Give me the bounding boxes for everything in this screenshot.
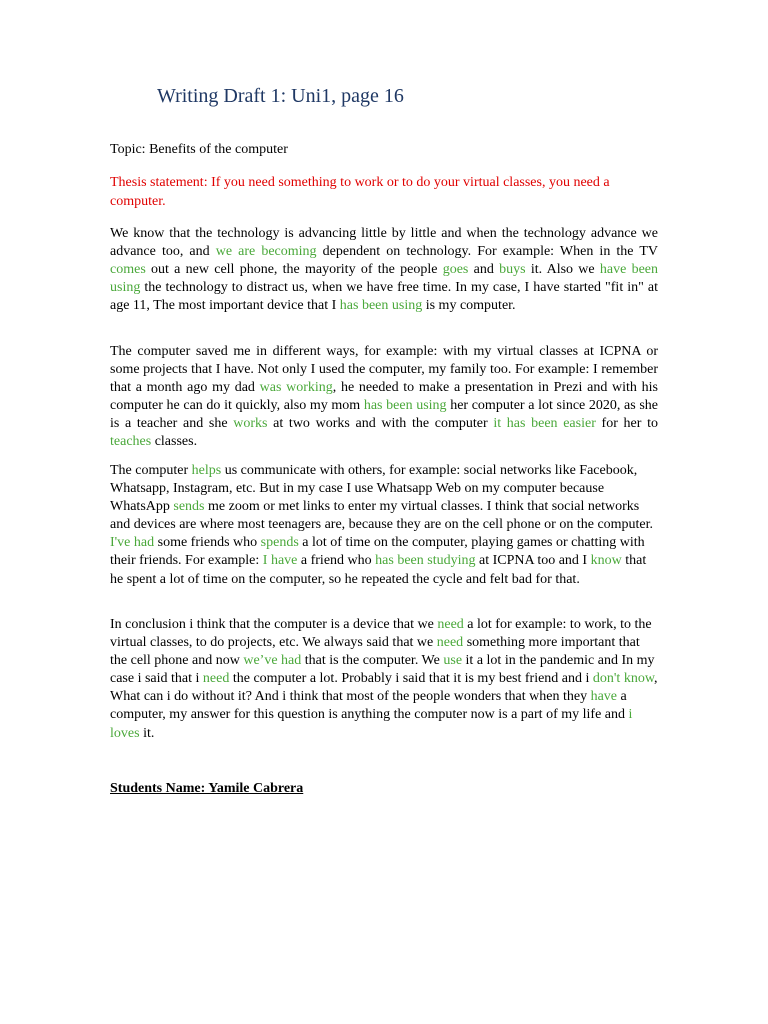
- paragraph-4: [110, 616, 658, 743]
- highlighted-verb: i loves: [110, 707, 633, 741]
- paragraph-text: the technology to distract us, when we have free time. In my case, I have started "fit in" at age 11, The most important device that I: [110, 280, 658, 314]
- highlighted-verb: need: [436, 635, 464, 651]
- highlighted-verb: need: [437, 617, 464, 632]
- highlighted-verb: I have: [262, 553, 298, 569]
- paragraph-text: classes.: [151, 434, 198, 450]
- paragraph-text: a computer, my answer for this question is anything the computer now is a part of my life and: [110, 689, 629, 723]
- paragraph-2: [110, 343, 658, 452]
- paragraph-text: it.: [139, 725, 155, 741]
- paragraph-text: it a lot in the pandemic and In my case i said that i: [110, 653, 655, 687]
- highlighted-verb: have been using: [110, 262, 659, 296]
- highlighted-verb: buys: [499, 262, 526, 278]
- highlighted-verb: goes: [442, 262, 469, 278]
- paragraph-text: something more important that the cell phone and now: [110, 635, 640, 669]
- paragraph-text: us communicate with others, for example: social networks like Facebook, Whatsapp, Instagram, etc. But in my case I use Whatsapp Web on my computer because WhatsApp: [110, 463, 638, 515]
- paragraph-text: The computer: [110, 463, 192, 478]
- highlighted-verb: use: [443, 653, 463, 669]
- paragraph-text: me zoom or met links to enter my virtual classes. I think that social networks and devices are where most teenagers are, because they are on the cell phone or on the computer.: [110, 499, 654, 533]
- highlighted-verb: don't know: [592, 671, 655, 687]
- paragraph-1: [110, 225, 658, 315]
- student-name: Students Name: Yamile Cabrera: [110, 781, 304, 796]
- paragraph-text: the computer a lot. Probably i said that it is my best friend and i: [229, 671, 593, 687]
- paragraph-text: dependent on technology. For example: When in the TV: [316, 244, 659, 260]
- paragraph-text: , he needed to make a presentation in Prezi and with his computer he can do it quickly, also my mom: [110, 380, 658, 414]
- paragraph-text: We know that the technology is advancing little by little and when the technology advance we advance too, and: [110, 226, 658, 260]
- paragraph-text: is my computer.: [422, 298, 516, 314]
- highlighted-verb: spends: [260, 535, 299, 551]
- paragraph-text: that is the computer. We: [301, 653, 444, 669]
- highlighted-verb: sends: [173, 499, 205, 515]
- paragraph-text: at two works and with the computer: [267, 416, 494, 432]
- thesis-statement: Thesis statement: If you need something to work or to do your virtual classes, you need a computer.: [110, 175, 610, 209]
- highlighted-verb: I've had: [110, 535, 155, 551]
- paragraph-text: for her to: [595, 416, 659, 432]
- paragraph-text: a friend who: [297, 553, 376, 569]
- paragraph-text: some friends who: [154, 535, 261, 551]
- highlighted-verb: has been using: [363, 398, 447, 414]
- paragraph-text: that he spent a lot of time on the computer, so he repeated the cycle and felt bad for that.: [110, 553, 647, 587]
- highlighted-verb: have: [590, 689, 618, 705]
- highlighted-verb: works: [233, 416, 268, 432]
- paragraph-text: her computer a lot since 2020, as she is a teacher and she: [110, 398, 658, 432]
- paragraph-text: it. Also we: [525, 262, 600, 278]
- paragraph-text: and: [468, 262, 500, 278]
- paragraph-text: at ICPNA too and I: [475, 553, 591, 569]
- highlighted-verb: we are becoming: [215, 244, 317, 260]
- highlighted-verb: comes: [110, 262, 146, 278]
- paragraph-text: a lot of time on the computer, playing games or chatting with their friends. For example:: [110, 535, 645, 569]
- highlighted-verb: we’ve had: [243, 653, 302, 669]
- highlighted-verb: has been studying: [375, 553, 476, 569]
- highlighted-verb: it has been easier: [493, 416, 596, 432]
- paragraph-3: [110, 462, 658, 589]
- highlighted-verb: need: [202, 671, 230, 687]
- paragraph-text: a lot for example: to work, to the virtual classes, to do projects, etc. We always said that we: [110, 617, 652, 651]
- highlighted-verb: teaches: [110, 434, 152, 450]
- highlighted-verb: helps: [191, 463, 222, 478]
- highlighted-verb: was working: [259, 380, 333, 396]
- document-title: Writing Draft 1: Uni1, page 16: [157, 85, 404, 107]
- topic-line: Topic: Benefits of the computer: [110, 142, 288, 157]
- paragraph-text: In conclusion i think that the computer is a device that we: [110, 617, 438, 632]
- paragraph-text: The computer saved me in different ways, for example: with my virtual classes at ICPNA or some projects that I have. Not only I used the computer, my family too. For example: I remember that a month ago my dad: [110, 344, 658, 396]
- paragraph-text: out a new cell phone, the mayority of the people: [145, 262, 443, 278]
- paragraph-text: , What can i do without it? And i think that most of the people wonders that when they: [110, 671, 658, 705]
- highlighted-verb: know: [590, 553, 622, 569]
- highlighted-verb: has been using: [339, 298, 423, 314]
